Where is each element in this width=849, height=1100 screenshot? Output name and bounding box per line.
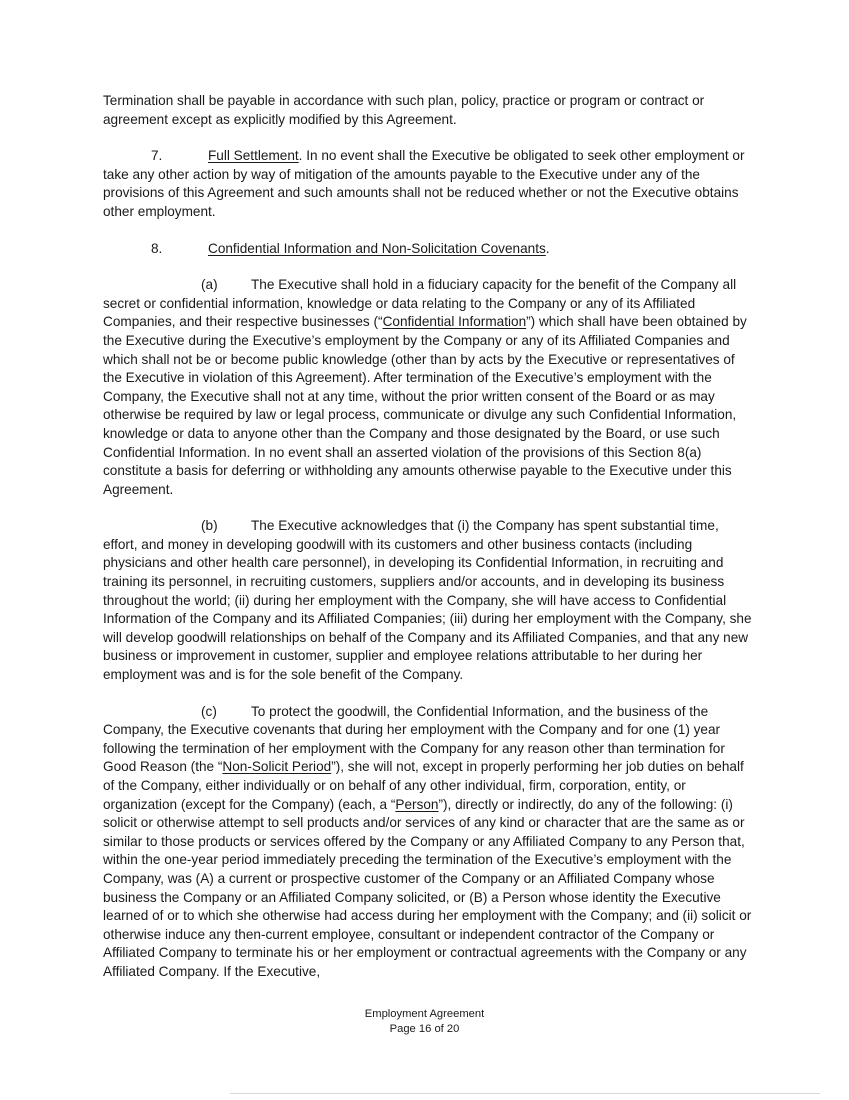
section-7-text: . In no event shall the Executive be obligated to seek other employment or take any other action by way of mitigation of the amounts payable to the Executive under any of the provisions of this Agreement and such amounts shall not be reduced whether or not the Executive obtains other employment.: [103, 148, 745, 219]
subsection-b-label: (b): [201, 518, 218, 534]
defined-term-non-solicit-period: Non-Solicit Period: [222, 759, 332, 775]
section-7-number: 7.: [151, 148, 163, 164]
subsection-c: [103, 703, 755, 982]
section-8-heading-line: [103, 240, 755, 259]
section-8-heading: Confidential Information and Non-Solicitation Covenants: [208, 240, 546, 256]
section-8-number: 8.: [151, 240, 163, 256]
scan-edge-divider: [230, 1093, 820, 1094]
subsection-c-label: (c): [201, 703, 217, 719]
subsection-c-text-1: To protect the goodwill, the Confidential Information, and the business of the Company, the Executive covenants that during her employment with the Company and for one (1) year following the termination of her employment with the Company for any reason other than termination for Good Reason (the “: [103, 703, 725, 775]
subsection-a-label: (a): [201, 277, 218, 293]
footer-title: Employment Agreement: [364, 1008, 485, 1020]
defined-term-person: Person: [395, 796, 439, 812]
subsection-b-text: The Executive acknowledges that (i) the Company has spent substantial time, effort, and money in developing goodwill with its customers and other business contacts (including physicians and other health care personnel), in developing its Confidential Information, in recruiting and training its personnel, in recruiting customers, suppliers and/or accounts, and in developing its business throughout the world; (ii) during her employment with the Company, she will have access to Confidential Information of the Company and its Affiliated Companies; (iii) during her employment with the Company, she will develop goodwill relationships on behalf of the Company and its Affiliated Companies, and that any new business or improvement in customer, supplier and employee relations attributable to her during her employment was and is for the sole benefit of the Company.: [103, 518, 752, 683]
subsection-a-text-1: The Executive shall hold in a fiduciary capacity for the benefit of the Company all secret or confidential information, knowledge or data relating to the Company or any of its Affiliated Companies, and their respective businesses (“: [103, 277, 737, 330]
section-8-heading-period: .: [545, 240, 550, 256]
subsection-c-text-2: ”), she will not, except in properly performing her job duties on behalf of the Company, either individually or on behalf of any other individual, firm, corporation, entity, or organization (except for the Company) (each, a “: [103, 759, 744, 812]
subsection-b: [103, 517, 755, 684]
subsection-a-text-2: ”) which shall have been obtained by the Executive during the Executive’s employment by the Company or any of its Affiliated Companies and which shall not be or become public knowledge (other than by acts by the Executive or representatives of the Executive in violation of this Agreement). After termination of the Executive’s employment with the Company, the Executive shall not at any time, without the prior written consent of the Board or as may otherwise be required by law or legal process, communicate or divulge any such Confidential Information, knowledge or data to anyone other than the Company and those designated by the Board, or use such Confidential Information. In no event shall an asserted violation of the provisions of this Section 8(a) constitute a basis for deferring or withholding any amounts otherwise payable to the Executive under this Agreement.: [103, 314, 747, 497]
subsection-a: [103, 276, 755, 499]
section-7-heading: Full Settlement: [208, 148, 299, 164]
paragraph-termination: Termination shall be payable in accordance with such plan, policy, practice or program or contract or agreement except as explicitly modified by this Agreement.: [103, 93, 705, 127]
section-7: [103, 147, 755, 221]
document-body: [103, 92, 755, 982]
subsection-c-text-3: ”), directly or indirectly, do any of the following: (i) solicit or otherwise attempt to sell products and/or services of any kind or character that are the same as or similar to those products or services offered by the Company or any Affiliated Company to any Person that, within the one-year period immediately preceding the termination of the Executive’s employment with the Company, was (A) a current or prospective customer of the Company or an Affiliated Company whose business the Company or an Affiliated Company solicited, or (B) a Person whose identity the Executive learned of or to which she otherwise had access during her employment with the Company; and (ii) solicit or otherwise induce any then-current employee, consultant or independent contractor of the Company or Affiliated Company to terminate his or her employment or contractual agreements with the Company or any Affiliated Company. If the Executive,: [103, 796, 752, 979]
page-footer: [0, 1007, 849, 1037]
footer-page-number: Page 16 of 20: [389, 1023, 460, 1035]
defined-term-confidential-information: Confidential Information: [382, 314, 527, 330]
